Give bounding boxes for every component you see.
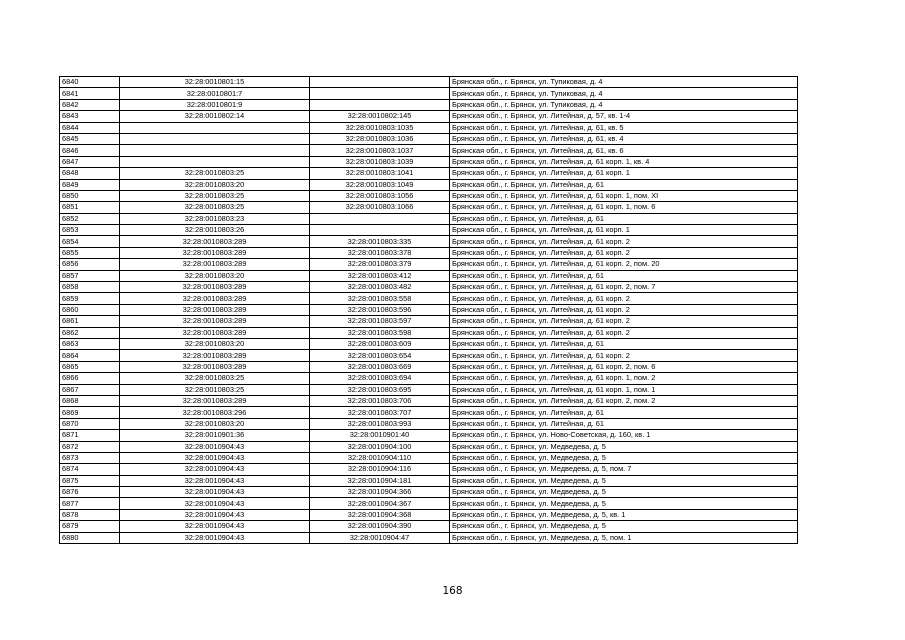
land-cadastral-number-cell: 32:28:0010803:25 — [120, 168, 310, 179]
land-cadastral-number-cell: 32:28:0010904:43 — [120, 441, 310, 452]
land-cadastral-number-cell: 32:28:0010803:296 — [120, 407, 310, 418]
land-cadastral-number-cell — [120, 145, 310, 156]
address-cell: Брянская обл., г. Брянск, ул. Медведева, д. 5 — [450, 475, 798, 486]
land-cadastral-number-cell: 32:28:0010803:26 — [120, 225, 310, 236]
address-cell: Брянская обл., г. Брянск, ул. Литейная, д. 61, кв. 4 — [450, 133, 798, 144]
building-cadastral-number-cell: 32:28:0010803:412 — [310, 270, 450, 281]
land-cadastral-number-cell: 32:28:0010904:43 — [120, 532, 310, 543]
row-number-cell: 6852 — [60, 213, 120, 224]
building-cadastral-number-cell: 32:28:0010803:558 — [310, 293, 450, 304]
land-cadastral-number-cell — [120, 122, 310, 133]
address-cell: Брянская обл., г. Брянск, ул. Литейная, д. 61 корп. 1 — [450, 168, 798, 179]
address-cell: Брянская обл., г. Брянск, ул. Литейная, д. 61 корп. 2, пом. 20 — [450, 259, 798, 270]
table-row — [60, 441, 798, 452]
building-cadastral-number-cell: 32:28:0010904:110 — [310, 452, 450, 463]
address-cell: Брянская обл., г. Брянск, ул. Медведева, д. 5 — [450, 452, 798, 463]
table-row — [60, 247, 798, 258]
address-cell: Брянская обл., г. Брянск, ул. Литейная, д. 61 — [450, 179, 798, 190]
table-row — [60, 327, 798, 338]
building-cadastral-number-cell: 32:28:0010803:482 — [310, 282, 450, 293]
row-number-cell: 6877 — [60, 498, 120, 509]
land-cadastral-number-cell: 32:28:0010803:23 — [120, 213, 310, 224]
row-number-cell: 6858 — [60, 282, 120, 293]
address-cell: Брянская обл., г. Брянск, ул. Медведева, д. 5, кв. 1 — [450, 509, 798, 520]
land-cadastral-number-cell: 32:28:0010803:289 — [120, 304, 310, 315]
address-cell: Брянская обл., г. Брянск, ул. Литейная, д. 61 корп. 2 — [450, 316, 798, 327]
building-cadastral-number-cell: 32:28:0010904:390 — [310, 521, 450, 532]
row-number-cell: 6866 — [60, 373, 120, 384]
address-cell: Брянская обл., г. Брянск, ул. Медведева, д. 5 — [450, 441, 798, 452]
table-row — [60, 350, 798, 361]
land-cadastral-number-cell: 32:28:0010803:20 — [120, 179, 310, 190]
row-number-cell: 6878 — [60, 509, 120, 520]
table-row — [60, 509, 798, 520]
building-cadastral-number-cell: 32:28:0010803:1039 — [310, 156, 450, 167]
land-cadastral-number-cell: 32:28:0010803:20 — [120, 270, 310, 281]
address-cell: Брянская обл., г. Брянск, ул. Литейная, д. 61 корп. 2, пом. 6 — [450, 361, 798, 372]
table-row — [60, 225, 798, 236]
row-number-cell: 6850 — [60, 190, 120, 201]
address-cell: Брянская обл., г. Брянск, ул. Литейная, д. 61 корп. 1 — [450, 225, 798, 236]
row-number-cell: 6879 — [60, 521, 120, 532]
land-cadastral-number-cell: 32:28:0010803:289 — [120, 259, 310, 270]
address-cell: Брянская обл., г. Брянск, ул. Тупиковая, д. 4 — [450, 99, 798, 110]
address-cell: Брянская обл., г. Брянск, ул. Литейная, д. 61 корп. 2 — [450, 293, 798, 304]
address-cell: Брянская обл., г. Брянск, ул. Медведева, д. 5 — [450, 487, 798, 498]
row-number-cell: 6841 — [60, 88, 120, 99]
table-row — [60, 452, 798, 463]
address-cell: Брянская обл., г. Брянск, ул. Литейная, д. 61 корп. 2 — [450, 350, 798, 361]
address-cell: Брянская обл., г. Брянск, ул. Медведева, д. 5, пом. 1 — [450, 532, 798, 543]
table-row — [60, 133, 798, 144]
address-cell: Брянская обл., г. Брянск, ул. Медведева, д. 5 — [450, 498, 798, 509]
address-cell: Брянская обл., г. Брянск, ул. Литейная, д. 57, кв. 1-4 — [450, 111, 798, 122]
row-number-cell: 6854 — [60, 236, 120, 247]
land-cadastral-number-cell: 32:28:0010802:14 — [120, 111, 310, 122]
land-cadastral-number-cell: 32:28:0010803:289 — [120, 282, 310, 293]
building-cadastral-number-cell: 32:28:0010803:1037 — [310, 145, 450, 156]
table-row — [60, 293, 798, 304]
address-cell: Брянская обл., г. Брянск, ул. Литейная, д. 61 корп. 1, кв. 4 — [450, 156, 798, 167]
address-cell: Брянская обл., г. Брянск, ул. Литейная, д. 61 — [450, 213, 798, 224]
building-cadastral-number-cell — [310, 213, 450, 224]
land-cadastral-number-cell: 32:28:0010904:43 — [120, 521, 310, 532]
table-row — [60, 111, 798, 122]
table-row — [60, 168, 798, 179]
building-cadastral-number-cell: 32:28:0010904:100 — [310, 441, 450, 452]
property-register-table — [59, 76, 798, 544]
address-cell: Брянская обл., г. Брянск, ул. Литейная, д. 61 корп. 1, пом. 6 — [450, 202, 798, 213]
row-number-cell: 6848 — [60, 168, 120, 179]
building-cadastral-number-cell: 32:28:0010904:47 — [310, 532, 450, 543]
table-row — [60, 282, 798, 293]
land-cadastral-number-cell: 32:28:0010904:43 — [120, 452, 310, 463]
building-cadastral-number-cell: 32:28:0010803:706 — [310, 395, 450, 406]
table-row — [60, 407, 798, 418]
row-number-cell: 6842 — [60, 99, 120, 110]
table-row — [60, 361, 798, 372]
address-cell: Брянская обл., г. Брянск, ул. Литейная, д. 61 корп. 2 — [450, 236, 798, 247]
table-row — [60, 487, 798, 498]
address-cell: Брянская обл., г. Брянск, ул. Литейная, д. 61 корп. 1, пом. 2 — [450, 373, 798, 384]
address-cell: Брянская обл., г. Брянск, ул. Литейная, д. 61 корп. 2 — [450, 247, 798, 258]
land-cadastral-number-cell: 32:28:0010803:20 — [120, 418, 310, 429]
row-number-cell: 6859 — [60, 293, 120, 304]
row-number-cell: 6843 — [60, 111, 120, 122]
row-number-cell: 6874 — [60, 464, 120, 475]
address-cell: Брянская обл., г. Брянск, ул. Литейная, д. 61, кв. 5 — [450, 122, 798, 133]
address-cell: Брянская обл., г. Брянск, ул. Литейная, д. 61, кв. 6 — [450, 145, 798, 156]
land-cadastral-number-cell: 32:28:0010803:25 — [120, 202, 310, 213]
table-row — [60, 464, 798, 475]
address-cell: Брянская обл., г. Брянск, ул. Литейная, д. 61 — [450, 338, 798, 349]
building-cadastral-number-cell: 32:28:0010803:335 — [310, 236, 450, 247]
table-row — [60, 475, 798, 486]
land-cadastral-number-cell: 32:28:0010904:43 — [120, 509, 310, 520]
land-cadastral-number-cell: 32:28:0010803:289 — [120, 350, 310, 361]
row-number-cell: 6864 — [60, 350, 120, 361]
building-cadastral-number-cell: 32:28:0010803:597 — [310, 316, 450, 327]
row-number-cell: 6845 — [60, 133, 120, 144]
table-row — [60, 213, 798, 224]
row-number-cell: 6876 — [60, 487, 120, 498]
row-number-cell: 6840 — [60, 77, 120, 88]
row-number-cell: 6861 — [60, 316, 120, 327]
address-cell: Брянская обл., г. Брянск, ул. Литейная, д. 61 — [450, 407, 798, 418]
address-cell: Брянская обл., г. Брянск, ул. Литейная, д. 61 корп. 1, пом. 1 — [450, 384, 798, 395]
building-cadastral-number-cell: 32:28:0010904:368 — [310, 509, 450, 520]
land-cadastral-number-cell: 32:28:0010803:289 — [120, 293, 310, 304]
address-cell: Брянская обл., г. Брянск, ул. Тупиковая, д. 4 — [450, 77, 798, 88]
row-number-cell: 6862 — [60, 327, 120, 338]
row-number-cell: 6875 — [60, 475, 120, 486]
table-row — [60, 122, 798, 133]
table-row — [60, 236, 798, 247]
table-row — [60, 145, 798, 156]
land-cadastral-number-cell: 32:28:0010801:15 — [120, 77, 310, 88]
address-cell: Брянская обл., г. Брянск, ул. Тупиковая, д. 4 — [450, 88, 798, 99]
land-cadastral-number-cell: 32:28:0010904:43 — [120, 498, 310, 509]
table-row — [60, 99, 798, 110]
table-row — [60, 338, 798, 349]
building-cadastral-number-cell: 32:28:0010803:694 — [310, 373, 450, 384]
row-number-cell: 6856 — [60, 259, 120, 270]
building-cadastral-number-cell: 32:28:0010803:1036 — [310, 133, 450, 144]
land-cadastral-number-cell: 32:28:0010901:36 — [120, 430, 310, 441]
building-cadastral-number-cell: 32:28:0010904:181 — [310, 475, 450, 486]
table-row — [60, 395, 798, 406]
building-cadastral-number-cell — [310, 99, 450, 110]
building-cadastral-number-cell: 32:28:0010904:367 — [310, 498, 450, 509]
address-cell: Брянская обл., г. Брянск, ул. Литейная, д. 61 корп. 2, пом. 2 — [450, 395, 798, 406]
building-cadastral-number-cell: 32:28:0010803:669 — [310, 361, 450, 372]
row-number-cell: 6860 — [60, 304, 120, 315]
table-row — [60, 259, 798, 270]
building-cadastral-number-cell: 32:28:0010803:1056 — [310, 190, 450, 201]
row-number-cell: 6870 — [60, 418, 120, 429]
building-cadastral-number-cell: 32:28:0010803:1066 — [310, 202, 450, 213]
building-cadastral-number-cell: 32:28:0010901:40 — [310, 430, 450, 441]
row-number-cell: 6871 — [60, 430, 120, 441]
building-cadastral-number-cell: 32:28:0010803:654 — [310, 350, 450, 361]
row-number-cell: 6873 — [60, 452, 120, 463]
table-row — [60, 304, 798, 315]
land-cadastral-number-cell — [120, 133, 310, 144]
land-cadastral-number-cell: 32:28:0010803:289 — [120, 247, 310, 258]
table-row — [60, 77, 798, 88]
building-cadastral-number-cell: 32:28:0010803:379 — [310, 259, 450, 270]
address-cell: Брянская обл., г. Брянск, ул. Литейная, д. 61 корп. 2 — [450, 304, 798, 315]
land-cadastral-number-cell: 32:28:0010904:43 — [120, 475, 310, 486]
building-cadastral-number-cell: 32:28:0010803:695 — [310, 384, 450, 395]
building-cadastral-number-cell — [310, 88, 450, 99]
table-row — [60, 532, 798, 543]
land-cadastral-number-cell: 32:28:0010904:43 — [120, 487, 310, 498]
building-cadastral-number-cell: 32:28:0010904:116 — [310, 464, 450, 475]
row-number-cell: 6847 — [60, 156, 120, 167]
address-cell: Брянская обл., г. Брянск, ул. Литейная, д. 61 корп. 1, пом. XI — [450, 190, 798, 201]
row-number-cell: 6844 — [60, 122, 120, 133]
row-number-cell: 6851 — [60, 202, 120, 213]
table-row — [60, 418, 798, 429]
building-cadastral-number-cell: 32:28:0010904:366 — [310, 487, 450, 498]
address-cell: Брянская обл., г. Брянск, ул. Литейная, д. 61 — [450, 270, 798, 281]
address-cell: Брянская обл., г. Брянск, ул. Медведева, д. 5 — [450, 521, 798, 532]
row-number-cell: 6846 — [60, 145, 120, 156]
land-cadastral-number-cell: 32:28:0010801:7 — [120, 88, 310, 99]
table-row — [60, 521, 798, 532]
table-row — [60, 498, 798, 509]
building-cadastral-number-cell: 32:28:0010803:598 — [310, 327, 450, 338]
table-row — [60, 202, 798, 213]
building-cadastral-number-cell: 32:28:0010802:145 — [310, 111, 450, 122]
land-cadastral-number-cell — [120, 156, 310, 167]
table-row — [60, 270, 798, 281]
building-cadastral-number-cell: 32:28:0010803:1041 — [310, 168, 450, 179]
land-cadastral-number-cell: 32:28:0010803:20 — [120, 338, 310, 349]
land-cadastral-number-cell: 32:28:0010803:289 — [120, 316, 310, 327]
row-number-cell: 6855 — [60, 247, 120, 258]
building-cadastral-number-cell — [310, 225, 450, 236]
building-cadastral-number-cell: 32:28:0010803:1049 — [310, 179, 450, 190]
land-cadastral-number-cell: 32:28:0010803:289 — [120, 395, 310, 406]
land-cadastral-number-cell: 32:28:0010803:25 — [120, 190, 310, 201]
row-number-cell: 6863 — [60, 338, 120, 349]
land-cadastral-number-cell: 32:28:0010803:25 — [120, 373, 310, 384]
table-row — [60, 88, 798, 99]
row-number-cell: 6872 — [60, 441, 120, 452]
building-cadastral-number-cell: 32:28:0010803:993 — [310, 418, 450, 429]
table-row — [60, 316, 798, 327]
address-cell: Брянская обл., г. Брянск, ул. Медведева, д. 5, пом. 7 — [450, 464, 798, 475]
address-cell: Брянская обл., г. Брянск, ул. Литейная, д. 61 — [450, 418, 798, 429]
building-cadastral-number-cell: 32:28:0010803:378 — [310, 247, 450, 258]
building-cadastral-number-cell: 32:28:0010803:707 — [310, 407, 450, 418]
table-row — [60, 190, 798, 201]
land-cadastral-number-cell: 32:28:0010803:289 — [120, 236, 310, 247]
property-register-body — [60, 77, 798, 544]
table-row — [60, 156, 798, 167]
address-cell: Брянская обл., г. Брянск, ул. Ново-Советская, д. 160, кв. 1 — [450, 430, 798, 441]
address-cell: Брянская обл., г. Брянск, ул. Литейная, д. 61 корп. 2 — [450, 327, 798, 338]
land-cadastral-number-cell: 32:28:0010803:289 — [120, 361, 310, 372]
row-number-cell: 6868 — [60, 395, 120, 406]
building-cadastral-number-cell: 32:28:0010803:1035 — [310, 122, 450, 133]
table-row — [60, 373, 798, 384]
table-row — [60, 384, 798, 395]
land-cadastral-number-cell: 32:28:0010803:25 — [120, 384, 310, 395]
row-number-cell: 6869 — [60, 407, 120, 418]
table-row — [60, 179, 798, 190]
building-cadastral-number-cell: 32:28:0010803:609 — [310, 338, 450, 349]
land-cadastral-number-cell: 32:28:0010803:289 — [120, 327, 310, 338]
row-number-cell: 6880 — [60, 532, 120, 543]
building-cadastral-number-cell: 32:28:0010803:596 — [310, 304, 450, 315]
land-cadastral-number-cell: 32:28:0010801:9 — [120, 99, 310, 110]
row-number-cell: 6857 — [60, 270, 120, 281]
land-cadastral-number-cell: 32:28:0010904:43 — [120, 464, 310, 475]
row-number-cell: 6849 — [60, 179, 120, 190]
building-cadastral-number-cell — [310, 77, 450, 88]
page-number: 168 — [442, 585, 463, 597]
row-number-cell: 6865 — [60, 361, 120, 372]
address-cell: Брянская обл., г. Брянск, ул. Литейная, д. 61 корп. 2, пом. 7 — [450, 282, 798, 293]
row-number-cell: 6867 — [60, 384, 120, 395]
row-number-cell: 6853 — [60, 225, 120, 236]
table-row — [60, 430, 798, 441]
